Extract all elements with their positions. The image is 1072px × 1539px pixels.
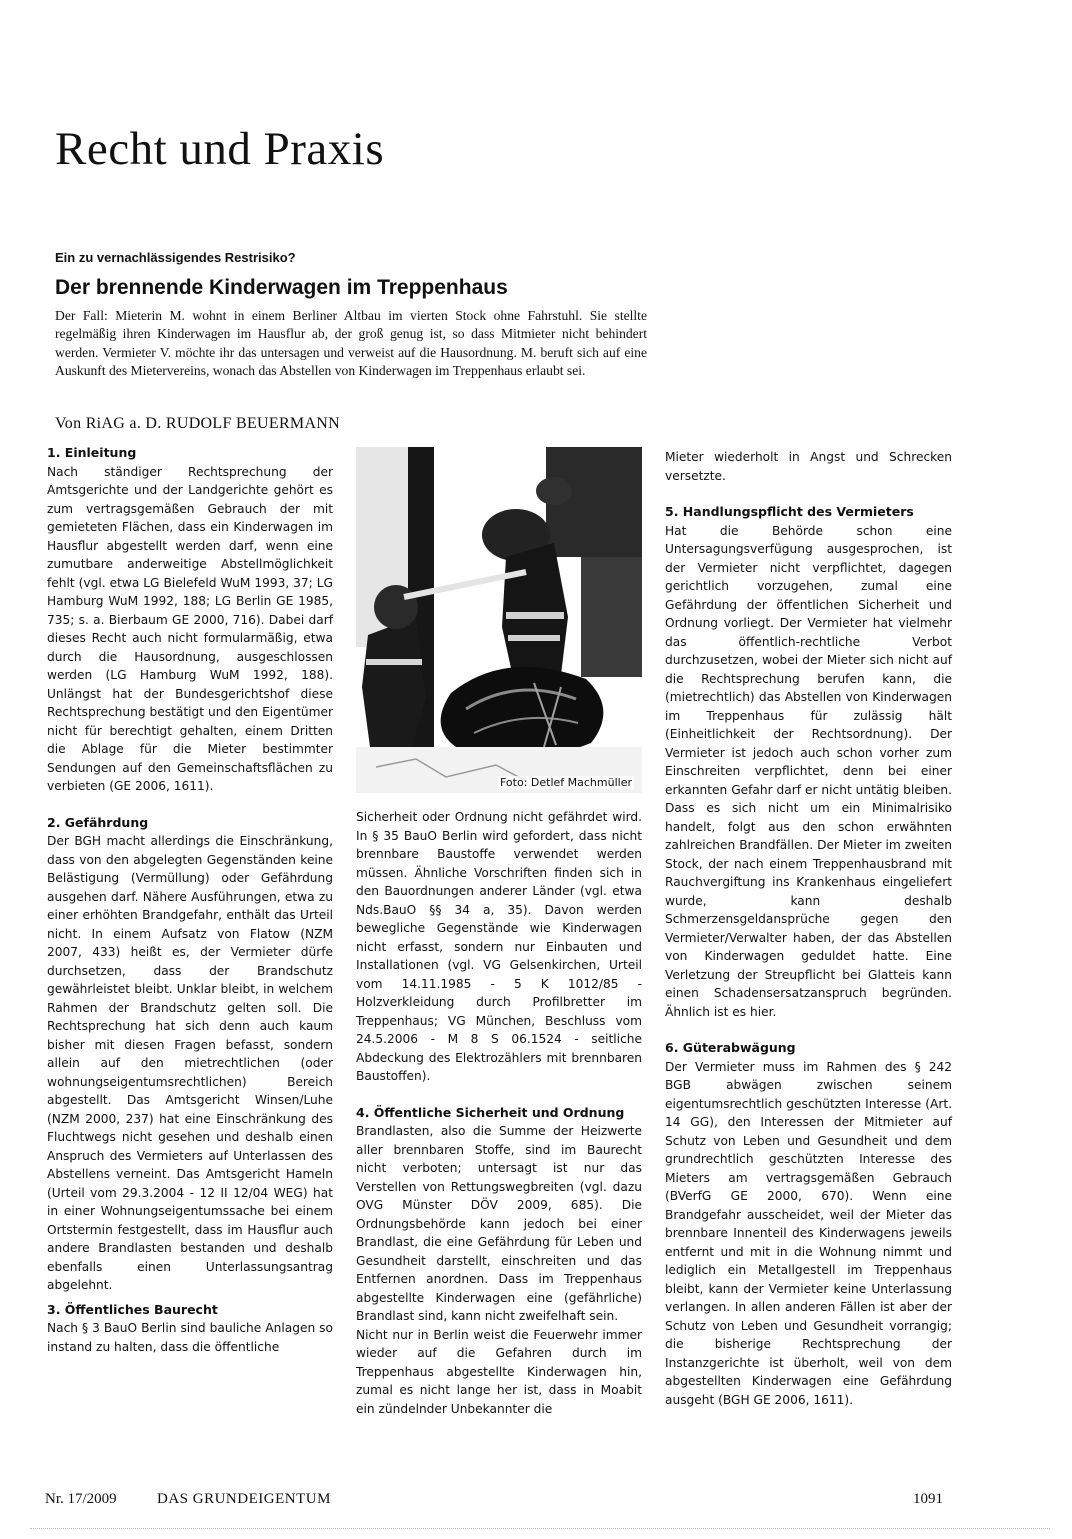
- text-column-3: [665, 448, 952, 1409]
- paragraph-baurecht-cont: Sicherheit oder Ordnung nicht gefährdet wird. In § 35 BauO Berlin wird gefordert, dass nicht brennbare Baustoffe verwendet werden müssen. Ähnliche Vorschriften finden sich in den Bauordnungen anderer Länder (vgl. etwa Nds.BauO §§ 34 a, 35). Davon werden bewegliche Gegenstände wie Kinderwagen nicht erfasst, sondern nur Einbauten und Installationen (vgl. VG Gelsenkirchen, Urteil vom 14.11.1985 - 5 K 1012/85 - Holzverkleidung durch Profilbretter im Treppenhaus; VG München, Beschluss vom 24.5.2006 - M 8 S 06.1524 - seitliche Abdeckung des Elektrozählers mit brennbaren Baustoffen).: [356, 810, 642, 1083]
- section-heading-baurecht: 3. Öffentliches Baurecht: [47, 1301, 218, 1317]
- text-column-2: [356, 808, 642, 1418]
- page-title: Recht und Praxis: [55, 123, 385, 175]
- section-heading-gefaehrdung: 2. Gefährdung: [47, 814, 149, 830]
- paragraph-sicherheit-2: Nicht nur in Berlin weist die Feuerwehr immer wieder auf die Gefahren durch im Treppenhaus abgestellte Kinderwagen hin, zumal es nicht lange her ist, dass in Moabit ein zündelnder Unbekannter die: [356, 1327, 642, 1416]
- paragraph-baurecht-start: Nach § 3 BauO Berlin sind bauliche Anlagen so instand zu halten, dass die öffentliche: [47, 1321, 333, 1354]
- text-column-1: [47, 444, 333, 1356]
- section-heading-gueterabwaegung: 6. Güterabwägung: [665, 1040, 796, 1055]
- section-heading-sicherheit: 4. Öffentliche Sicherheit und Ordnung: [356, 1104, 625, 1120]
- article-photo: [356, 447, 642, 793]
- footer-magazine: DAS GRUNDEIGENTUM: [157, 1491, 331, 1507]
- paragraph-gefaehrdung: Der BGH macht allerdings die Einschränkung, dass von den abgelegten Gegenständen keine Belästigung (Vermüllung) oder Gefährdung ausgehen darf. Nähere Ausführungen, etwa zu einer erhöhten Brandgefahr, enthält das Urteil nicht. In einem Aufsatz von Flatow (NZM 2007, 433) heißt es, der Vermieter dürfe durchsetzen, dass der Brandschutz gewährleistet bleibt. Unklar bleibt, in welchem Rahmen der Brandschutz gelten soll. Die Rechtsprechung hat sich denn auch kaum bisher mit diesen Fragen befasst, sondern allein auf den mietrechtlichen (oder wohnungseigentumsrechtlichen) Bereich abgestellt. Das Amtsgericht Winsen/Luhe (NZM 2000, 237) hat eine Einschränkung des Fluchtwegs nicht gesehen und deshalb einen Anspruch des Vermieters auf Unterlassen des Abstellens verneint. Das Amtsgericht Hameln (Urteil vom 29.3.2004 - 12 II 12/04 WEG) hat in einer Wohnungseigentumssache bei einem Ortstermin festgestellt, dass im Hausflur auch andere Brandlasten bestanden und deshalb ebenfalls einen Unterlassungsantrag abgelehnt.: [47, 834, 333, 1292]
- paragraph-einleitung: Nach ständiger Rechtsprechung der Amtsgerichte und der Landgerichte gehört es zum vertragsgemäßen Gebrauch der mit gemieteten Flächen, dass ein Kinderwagen im Hausflur abgestellt werden darf, wenn eine zumutbare anderweitige Abstellmöglichkeit fehlt (vgl. etwa LG Bielefeld WuM 1993, 37; LG Hamburg WuM 1992, 188; LG Berlin GE 1985, 735; s. a. Bierbaum GE 2000, 716). Dabei darf dieses Recht auch nicht formularmäßig, etwa durch die Hausordnung, ausgeschlossen werden (LG Hamburg WuM 1992, 188). Unlängst hat der Bundesgerichtshof diese Rechtsprechung bestätigt und den Eigentümer nicht für berechtigt gehalten, einem Dritten die Ablage für die Mieter bestimmter Sendungen auf den Gemeinschaftsflächen zu verbieten (GE 2006, 1611).: [47, 464, 333, 793]
- article-byline: Von RiAG a. D. RUDOLF BEUERMANN: [55, 415, 341, 432]
- section-heading-einleitung: 1. Einleitung: [47, 445, 137, 460]
- firefighters-photo: [356, 447, 642, 793]
- article-headline: Der brennende Kinderwagen im Treppenhaus: [55, 276, 508, 299]
- article-kicker: Ein zu vernachlässigendes Restrisiko?: [55, 250, 296, 265]
- paragraph-sicherheit-2-cont: Mieter wiederholt in Angst und Schrecken versetzte.: [665, 450, 952, 483]
- paragraph-sicherheit-1: Brandlasten, also die Summe der Heizwerte aller brennbaren Stoffe, sind im Baurecht nicht verboten; untersagt ist nur das Verstellen von Rettungswegbreiten (vgl. dazu OVG Münster DÖV 2009, 685). Die Ordnungsbehörde kann jedoch bei einer Brandlast, die eine Gefährdung für Leben und Gesundheit darstellt, einschreiten und das Entfernen anordnen. Dass im Treppenhaus abgestellte Kinderwagen eine (gefährliche) Brandlast sind, kann nicht zweifelhaft sein.: [356, 1124, 642, 1323]
- section-heading-handlungspflicht: 5. Handlungspflicht des Vermieters: [665, 504, 914, 519]
- footer-page-number: 1091: [913, 1491, 943, 1507]
- footer-issue: Nr. 17/2009: [45, 1491, 117, 1507]
- scan-edge-divider: [30, 1528, 1050, 1529]
- article-lead: Der Fall: Mieterin M. wohnt in einem Berliner Altbau im vierten Stock ohne Fahrstuhl. Sie stellte regelmäßig ihren Kinderwagen im Hausflur ab, der groß genug ist, so dass Mitmieter nicht behindert werden. Vermieter V. möchte ihr das untersagen und verweist auf die Hausordnung. M. beruft sich auf eine Auskunft des Mietervereins, wonach das Abstellen von Kinderwagen im Treppenhaus erlaubt sei.: [55, 308, 647, 378]
- paragraph-handlungspflicht: Hat die Behörde schon eine Untersagungsverfügung ausgesprochen, ist der Vermieter nicht verpflichtet, dagegen gerichtlich vorzugehen, zumal eine Gefährdung der öffentlichen Sicherheit und Ordnung vorliegt. Der Vermieter hat vielmehr das öffentlich-rechtliche Verbot durchzusetzen, wobei der Mieter sich nicht auf die Rechtsprechung berufen kann, die (mietrechtlich) das Abstellen von Kinderwagen im Treppenhaus für zulässig hält (Einheitlichkeit der Rechtsordnung). Der Vermieter ist jedoch auch schon vorher zum Einschreiten verpflichtet, denn bei einer erkannten Gefahr darf er nicht untätig bleiben. Dass es sich nicht um ein Minimalrisiko handelt, folgt aus den schon erwähnten zahlreichen Brandfällen. Der Mieter im zweiten Stock, der nach einem Treppenhausbrand mit Rauchvergiftung ins Krankenhaus eingeliefert wurde, kann deshalb Schmerzensgeldansprüche gegen den Vermieter/Verwalter haben, der das Abstellen von Kinderwagen geduldet hatte. Eine Verletzung der Streupflicht bei Glatteis kann einen Schadensersatzanspruch begründen. Ähnlich ist es hier.: [665, 523, 952, 1019]
- paragraph-gueterabwaegung: Der Vermieter muss im Rahmen des § 242 BGB abwägen zwischen seinem eigentumsrechtlich geschützten Interesse (Art. 14 GG), den Interessen der Mitmieter auf Schutz von Leben und Gesundheit und dem grundrechtlich geschützten Interesse des Mieters am vertragsgemäßen Gebrauch (BVerfG GE 2000, 670). Wenn eine Brandgefahr ausscheidet, weil der Mieter das brennbare Innenteil des Kinderwagens jeweils entfernt und mit in die Wohnung nimmt und lediglich ein Metallgestell im Treppenhaus bleibt, kann der Vermieter keine Unterlassung verlangen. In allen anderen Fällen ist aber der Schutz von Leben und Gesundheit vorrangig; die bisherige Rechtsprechung der Instanzgerichte ist überholt, weil von dem abgestellten Kinderwagen eine Gefährdung ausgeht (BGH GE 2006, 1611).: [665, 1059, 952, 1407]
- photo-credit: Foto: Detlef Machmüller: [500, 776, 632, 789]
